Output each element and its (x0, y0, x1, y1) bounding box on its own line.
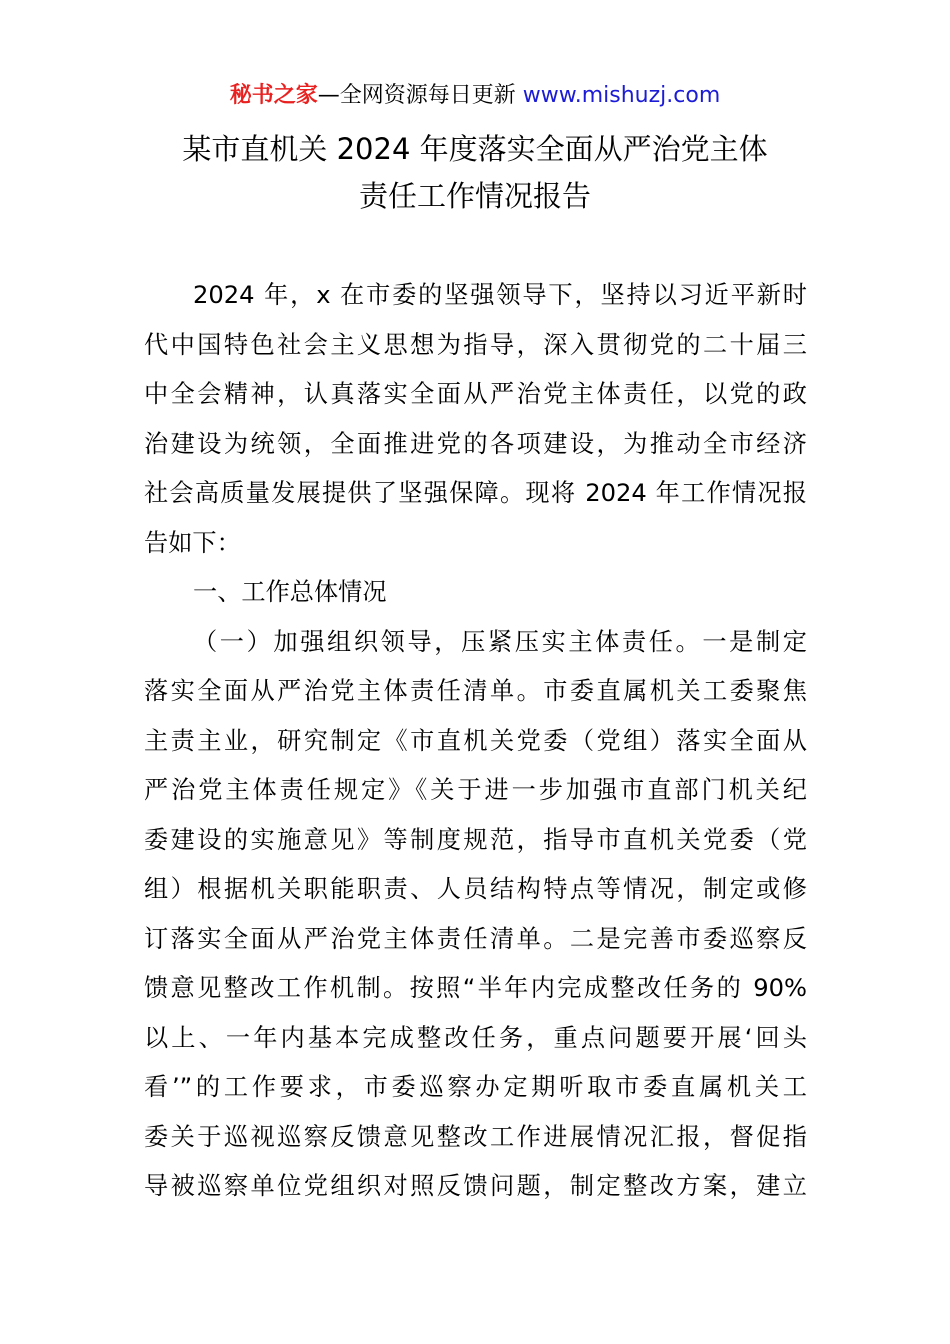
paragraph-line: （一）加强组织领导，压紧压实主体责任。一是制定 (193, 627, 807, 656)
paragraph-line: 组）根据机关职能职责、人员结构特点等情况，制定或修 (144, 875, 807, 903)
paragraph-line: 2024 年，x 在市委的坚强领导下，坚持以习近平新时 (193, 281, 807, 309)
document-body (144, 271, 807, 1212)
paragraph-line: 治建设为统领，全面推进党的各项建设，为推动全市经济 (144, 429, 807, 458)
header-tagline: —全网资源每日更新 (317, 83, 516, 108)
paragraph-line: 委建设的实施意见》等制度规范，指导市直机关党委（党 (144, 825, 807, 854)
paragraph-line: 中全会精神，认真落实全面从严治党主体责任，以党的政 (144, 380, 807, 408)
brand-name: 秘书之家 (229, 83, 318, 108)
title-line-2: 责任工作情况报告 (358, 179, 591, 213)
title-line-1: 某市直机关 2024 年度落实全面从严治党主体 (182, 132, 768, 166)
paragraph-line: 告如下： (144, 528, 241, 557)
site-url-link[interactable]: www.mishuzj.com (522, 83, 721, 108)
paragraph-line: 主责主业，研究制定《市直机关党委（党组）落实全面从 (144, 726, 807, 755)
paragraph-line: 看’”的工作要求，市委巡察办定期听取市委直属机关工 (144, 1073, 807, 1101)
paragraph-line: 馈意见整改工作机制。按照“半年内完成整改任务的 90% (144, 974, 807, 1002)
paragraph-line: 代中国特色社会主义思想为指导，深入贯彻党的二十届三 (144, 330, 807, 359)
paragraph-line: 社会高质量发展提供了坚强保障。现将 2024 年工作情况报 (144, 479, 807, 507)
paragraph-line: 导被巡察单位党组织对照反馈问题，制定整改方案，建立 (144, 1172, 807, 1200)
section-heading: 一、工作总体情况 (193, 578, 387, 606)
paragraph-line: 订落实全面从严治党主体责任清单。二是完善市委巡察反 (144, 924, 807, 953)
paragraph-line: 委关于巡视巡察反馈意见整改工作进展情况汇报，督促指 (144, 1122, 807, 1151)
paragraph-line: 严治党主体责任规定》《关于进一步加强市直部门机关纪 (144, 776, 807, 804)
document-title (0, 126, 950, 220)
paragraph-line: 落实全面从严治党主体责任清单。市委直属机关工委聚焦 (144, 677, 807, 705)
paragraph-line: 以上、一年内基本完成整改任务，重点问题要开展‘回头 (144, 1023, 807, 1052)
site-header (0, 80, 950, 112)
